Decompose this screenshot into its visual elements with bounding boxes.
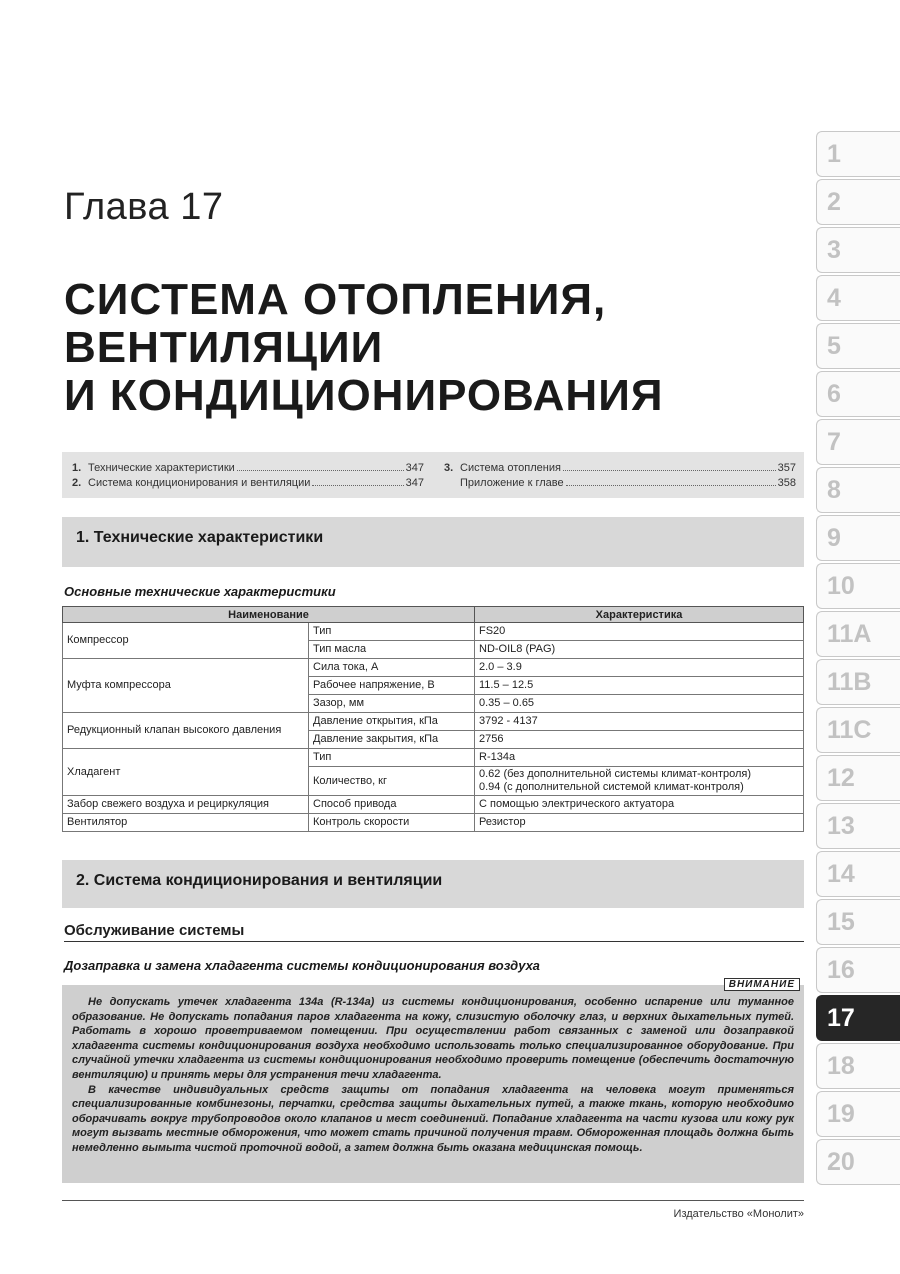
parameter-name: Тип [309, 749, 475, 767]
section-header [62, 517, 804, 567]
value-line: 0.62 (без дополнительной системы климат-контроля) [479, 768, 752, 780]
chapter-tab-label: 20 [827, 1148, 855, 1176]
toc-number: 2. [72, 477, 82, 489]
chapter-tab[interactable] [816, 467, 900, 513]
section-header [62, 860, 804, 908]
toc-page: 347 [405, 477, 424, 489]
chapter-tab-label: 6 [827, 380, 841, 408]
chapter-title-line: СИСТЕМА ОТОПЛЕНИЯ, [64, 275, 607, 324]
parameter-value: 2.0 – 3.9 [475, 659, 804, 677]
table-caption: Основные технические характеристики [64, 584, 336, 599]
toc-leader-dots [237, 470, 404, 471]
toc-page: 347 [405, 462, 424, 474]
parameter-value: 0.35 – 0.65 [475, 695, 804, 713]
chapter-tab[interactable] [816, 803, 900, 849]
chapter-tabs [816, 131, 900, 1187]
chapter-tab[interactable] [816, 419, 900, 465]
chapter-tab-label: 18 [827, 1052, 855, 1080]
warning-paragraph: Не допускать утечек хладагента 134а (R-134а) из системы кондиционирования, особенно испарение или туманное образование. Не допускать попадания паров хладагента на кожу, слизистую оболочку глаз, и верхних дыхательных путей. Работать в хорошо проветриваемом помещении. При осуществлении работ связанных с заменой или дозаправкой хладагента системы кондиционирования воздуха необходимо использовать только специализированное оборудование. При случайной утечки хладагента из системы кондиционирования необходимо проверить помещение (обеспечить достаточную вентиляцию) и принять меры для устранения течи хладагента. [72, 996, 794, 1081]
chapter-tab-label: 5 [827, 332, 841, 360]
parameter-value: С помощью электрического актуатора [475, 796, 804, 814]
chapter-tab-label: 15 [827, 908, 855, 936]
column-header-name: Наименование [63, 607, 475, 623]
chapter-tab-label: 3 [827, 236, 841, 264]
toc-column-right [444, 462, 796, 492]
specifications-table [62, 606, 804, 832]
table-header-row [63, 607, 804, 623]
chapter-tab[interactable] [816, 659, 900, 705]
parameter-value: 11.5 – 12.5 [475, 677, 804, 695]
chapter-tab-label: 9 [827, 524, 841, 552]
component-name: Муфта компрессора [63, 659, 309, 713]
toc-column-left [72, 462, 424, 492]
chapter-tab[interactable] [816, 563, 900, 609]
chapter-tab-label: 8 [827, 476, 841, 504]
toc-leader-dots [563, 470, 776, 471]
chapter-tab-label: 14 [827, 860, 855, 888]
parameter-value: 2756 [475, 731, 804, 749]
procedure-heading: Дозаправка и замена хладагента системы кондиционирования воздуха [64, 958, 540, 973]
chapter-tab[interactable] [816, 1091, 900, 1137]
table-row [63, 814, 804, 832]
toc-page: 357 [777, 462, 796, 474]
chapter-tab[interactable] [816, 755, 900, 801]
chapter-tab[interactable] [816, 851, 900, 897]
chapter-tab[interactable] [816, 131, 900, 177]
chapter-tab-label: 11B [827, 668, 872, 696]
chapter-tab[interactable] [816, 947, 900, 993]
section-title: 2. Система кондиционирования и вентиляции [76, 872, 443, 889]
table-row [63, 623, 804, 641]
chapter-tab[interactable] [816, 515, 900, 561]
toc-page: 358 [777, 477, 796, 489]
chapter-tab[interactable] [816, 371, 900, 417]
chapter-tab-label: 4 [827, 284, 841, 312]
chapter-tab[interactable] [816, 275, 900, 321]
warning-badge: ВНИМАНИЕ [724, 978, 800, 991]
parameter-value: ND-OIL8 (PAG) [475, 641, 804, 659]
footer-divider [62, 1200, 804, 1201]
chapter-tab-label: 10 [827, 572, 855, 600]
subsection-heading: Обслуживание системы [64, 922, 804, 942]
table-row [63, 713, 804, 731]
chapter-tab-label: 17 [827, 1004, 855, 1032]
chapter-tab[interactable] [816, 179, 900, 225]
chapter-tab-label: 11C [827, 716, 872, 744]
parameter-value: R-134a [475, 749, 804, 767]
table-row [63, 749, 804, 767]
chapter-tab[interactable] [816, 707, 900, 753]
parameter-name: Количество, кг [309, 767, 475, 796]
parameter-value: FS20 [475, 623, 804, 641]
section-title: 1. Технические характеристики [76, 529, 324, 546]
toc-title: Система отопления [460, 462, 561, 474]
toc-entry[interactable] [72, 462, 424, 477]
component-name: Компрессор [63, 623, 309, 659]
toc-leader-dots [566, 485, 776, 486]
chapter-title-line: И КОНДИЦИОНИРОВАНИЯ [64, 371, 664, 420]
table-of-contents [62, 452, 804, 498]
chapter-tab-label: 19 [827, 1100, 855, 1128]
chapter-tab[interactable] [816, 1139, 900, 1185]
chapter-title [64, 276, 663, 420]
toc-entry[interactable] [444, 477, 796, 492]
chapter-tab[interactable] [816, 227, 900, 273]
parameter-name: Контроль скорости [309, 814, 475, 832]
chapter-tab-label: 13 [827, 812, 855, 840]
parameter-name: Тип [309, 623, 475, 641]
column-header-value: Характеристика [475, 607, 804, 623]
warning-text [72, 995, 794, 1156]
parameter-name: Давление открытия, кПа [309, 713, 475, 731]
parameter-value: Резистор [475, 814, 804, 832]
chapter-tab-label: 11A [827, 620, 872, 648]
parameter-value [475, 767, 804, 796]
toc-title: Система кондиционирования и вентиляции [88, 477, 311, 489]
chapter-label: Глава 17 [64, 186, 224, 228]
chapter-title-line: ВЕНТИЛЯЦИИ [64, 323, 384, 372]
parameter-name: Сила тока, А [309, 659, 475, 677]
chapter-tab-label: 7 [827, 428, 841, 456]
publisher-footer: Издательство «Монолит» [673, 1208, 804, 1220]
chapter-tab-label: 12 [827, 764, 855, 792]
value-line: 0.94 (с дополнительной системой климат-контроля) [479, 781, 744, 793]
component-name: Редукционный клапан высокого давления [63, 713, 309, 749]
toc-number: 1. [72, 462, 82, 474]
parameter-name: Рабочее напряжение, В [309, 677, 475, 695]
component-name: Забор свежего воздуха и рециркуляция [63, 796, 309, 814]
chapter-tab-label: 2 [827, 188, 841, 216]
toc-entry[interactable] [444, 462, 796, 477]
chapter-tab[interactable] [816, 899, 900, 945]
chapter-tab-active[interactable] [816, 995, 900, 1041]
parameter-value: 3792 - 4137 [475, 713, 804, 731]
chapter-tab-label: 1 [827, 140, 841, 168]
component-name: Вентилятор [63, 814, 309, 832]
warning-paragraph: В качестве индивидуальных средств защиты от попадания хладагента на человека могут применяться специализированные комбинезоны, перчатки, средства защиты дыхательных путей, а также ткань, которую необходимо оборачивать вокруг трубопроводов около клапанов и мест соединений. Попадание хладагента на части кузова или кожу рук могут вызвать местные обморожения, что может стать причиной получения травм. Обмороженная площадь должна быть немедленно вымыта чистой проточной водой, а затем должна быть оказана медицинская помощь. [72, 1083, 794, 1154]
toc-entry[interactable] [72, 477, 424, 492]
toc-leader-dots [312, 485, 403, 486]
warning-box [62, 979, 804, 1183]
toc-number: 3. [444, 462, 454, 474]
toc-title: Технические характеристики [88, 462, 235, 474]
chapter-tab-label: 16 [827, 956, 855, 984]
chapter-tab[interactable] [816, 611, 900, 657]
toc-title: Приложение к главе [460, 477, 564, 489]
chapter-tab[interactable] [816, 323, 900, 369]
chapter-tab[interactable] [816, 1043, 900, 1089]
table-row [63, 796, 804, 814]
parameter-name: Способ привода [309, 796, 475, 814]
parameter-name: Зазор, мм [309, 695, 475, 713]
table-row [63, 659, 804, 677]
component-name: Хладагент [63, 749, 309, 796]
parameter-name: Давление закрытия, кПа [309, 731, 475, 749]
parameter-name: Тип масла [309, 641, 475, 659]
